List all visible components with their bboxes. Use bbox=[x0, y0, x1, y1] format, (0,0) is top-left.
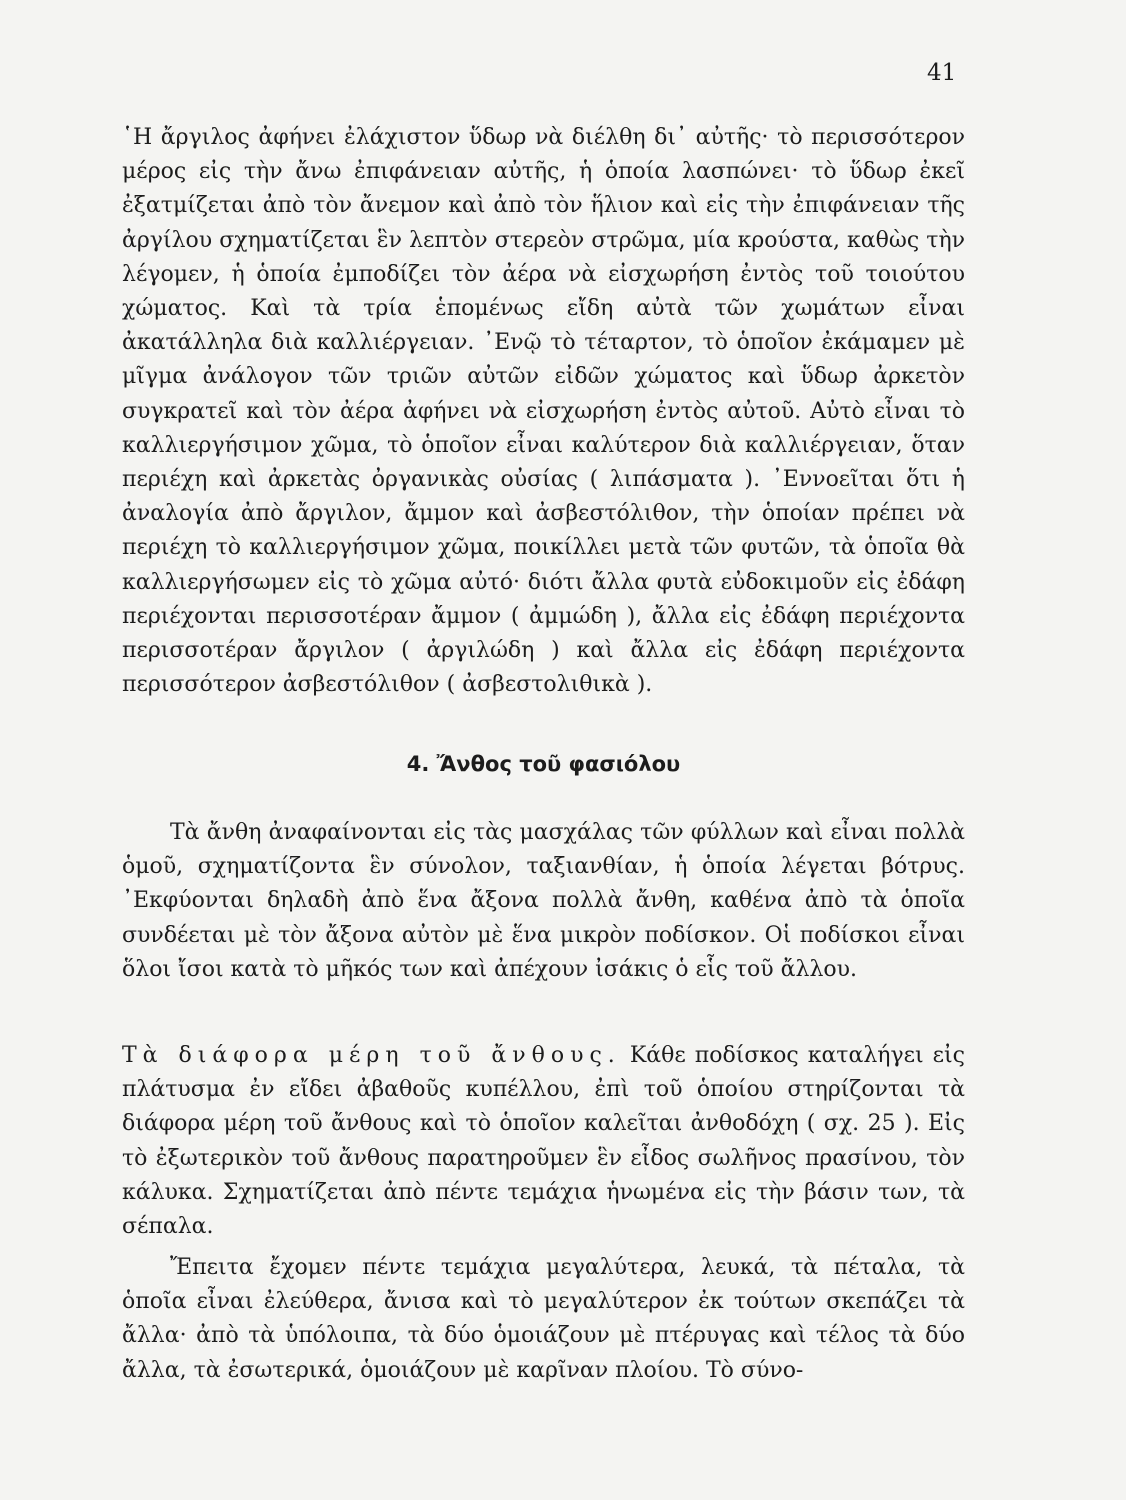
section-heading: 4. Ἄνθος τοῦ φασιόλου bbox=[406, 752, 681, 776]
paragraph-flowers bbox=[122, 816, 965, 987]
paragraph-soil bbox=[122, 121, 965, 702]
spaced-subheading: Τὰ διάφορα μέρη τοῦ ἄνθους. bbox=[122, 1043, 621, 1068]
paragraph-text: ῾Η ἄργιλος ἀφήνει ἐλάχιστον ὕδωρ νὰ διέλθη δι᾽ αὐτῆς· τὸ περισσότερον μέρος εἰς τὴν ἄνω ἐπιφάνειαν αὐτῆς, ἡ ὁποία λασπώνει· τὸ ὕδωρ ἐκεῖ ἐξατμίζεται ἀπὸ τὸν ἄνεμον καὶ ἀπὸ τὸν ἥλιον καὶ εἰς τὴν ἐπιφάνειαν τῆς ἀργίλου σχηματίζεται ἓν λεπτὸν στερεὸν στρῶμα, μία κρούστα, καθὼς τὴν λέγομεν, ἡ ὁποία ἐμποδίζει τὸν ἀέρα νὰ εἰσχωρήση ἐντὸς τοῦ τοιούτου χώματος. Καὶ τὰ τρία ἑπομένως εἴδη αὐτὰ τῶν χωμάτων εἶναι ἀκατάλληλα διὰ καλλιέργειαν. ᾿Ενῷ τὸ τέταρτον, τὸ ὁποῖον ἐκάμαμεν μὲ μῖγμα ἀνάλογον τῶν τριῶν αὐτῶν εἰδῶν χώματος καὶ ὕδωρ ἀρκετὸν συγκρατεῖ καὶ τὸν ἀέρα ἀφήνει νὰ εἰσχωρήση ἐντὸς αὐτοῦ. Αὐτὸ εἶναι τὸ καλλιεργήσιμον χῶμα, τὸ ὁποῖον εἶναι καλύτερον διὰ καλλιέργειαν, ὅταν περιέχη καὶ ἀρκετὰς ὀργανικὰς οὐσίας ( λιπάσματα ). ᾿Εννοεῖται ὅτι ἡ ἀναλογία ἀπὸ ἄργιλον, ἄμμον καὶ ἀσβεστόλιθον, τὴν ὁποίαν πρέπει νὰ περιέχη τὸ καλλιεργήσιμον χῶμα, ποικίλλει μετὰ τῶν φυτῶν, τὰ ὁποῖα θὰ καλλιεργήσωμεν εἰς τὸ χῶμα αὐτό· διότι ἄλλα φυτὰ εὐδοκιμοῦν εἰς ἐδάφη περιέχονται περισσοτέραν ἄμμον ( ἀμμώδη ), ἄλλα εἰς ἐδάφη περιέχοντα περισσοτέραν ἄργιλον ( ἀργιλώδη ) καὶ ἄλλα εἰς ἐδάφη περιέχοντα περισσότερον ἀσβεστόλιθον ( ἀσβεστολιθικὰ ). bbox=[122, 125, 965, 698]
paragraph-petals bbox=[122, 1251, 965, 1388]
paragraph-flower-parts bbox=[122, 1039, 965, 1244]
paragraph-text: Τὰ ἄνθη ἀναφαίνονται εἰς τὰς μασχάλας τῶν φύλλων καὶ εἶναι πολλὰ ὁμοῦ, σχηματίζοντα ἓν σύνολον, ταξιανθίαν, ἡ ὁποία λέγεται βότρυς. ᾿Εκφύονται δηλαδὴ ἀπὸ ἕνα ἄξονα πολλὰ ἄνθη, καθένα ἀπὸ τὰ ὁποῖα συνδέεται μὲ τὸν ἄξονα αὐτὸν μὲ ἕνα μικρὸν ποδίσκον. Οἱ ποδίσκοι εἶναι ὅλοι ἴσοι κατὰ τὸ μῆκός των καὶ ἀπέχουν ἰσάκις ὁ εἷς τοῦ ἄλλου. bbox=[122, 820, 965, 982]
paragraph-text: Ἔπειτα ἔχομεν πέντε τεμάχια μεγαλύτερα, λευκά, τὰ πέταλα, τὰ ὁποῖα εἶναι ἐλεύθερα, ἄνισα καὶ τὸ μεγαλύτερον ἐκ τούτων σκεπάζει τὰ ἄλλα· ἀπὸ τὰ ὑπόλοιπα, τὰ δύο ὁμοιάζουν μὲ πτέρυγας καὶ τέλος τὰ δύο ἄλλα, τὰ ἐσωτερικά, ὁμοιάζουν μὲ καρῖναν πλοίου. Τὸ σύνο- bbox=[122, 1255, 965, 1383]
page-number: 41 bbox=[927, 60, 957, 86]
paragraph-text: Κάθε ποδίσκος καταλήγει εἰς πλάτυσμα ἐν εἴδει ἀβαθοῦς κυπέλλου, ἐπὶ τοῦ ὁποίου στηρίζονται τὰ διάφορα μέρη τοῦ ἄνθους καὶ τὸ ὁποῖον καλεῖται ἀνθοδόχη ( σχ. 25 ). Εἰς τὸ ἐξωτερικὸν τοῦ ἄνθους παρατηροῦμεν ἓν εἶδος σωλῆνος πρασίνου, τὸν κάλυκα. Σχηματίζεται ἀπὸ πέντε τεμάχια ἡνωμένα εἰς τὴν βάσιν των, τὰ σέπαλα. bbox=[122, 1043, 965, 1240]
